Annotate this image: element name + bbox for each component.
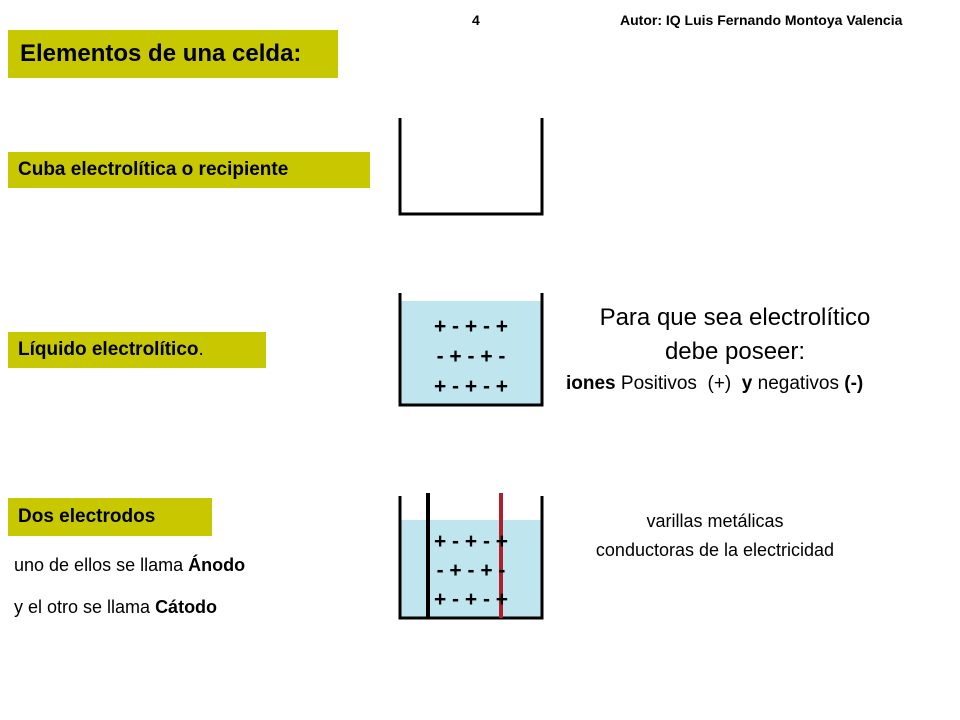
label-electrodos [8, 498, 212, 536]
ions-requirement [566, 373, 863, 395]
ions-word: iones [566, 373, 616, 394]
ion-signs-row-3: + - + - + [433, 375, 509, 398]
electrode-container-diagram [390, 488, 560, 623]
page-title-text: Elementos de una celda: [20, 40, 302, 67]
ions-positive-text: Positivos [615, 373, 708, 394]
ion-signs-row-3: + - + - + [433, 588, 509, 611]
anodo-name: Ánodo [188, 555, 246, 575]
ion-signs-row-1: + - + - + [433, 315, 509, 338]
catodo-line [14, 597, 217, 618]
container-outline [400, 118, 542, 214]
ions-and-word: y [731, 373, 753, 394]
empty-container-diagram [390, 110, 560, 225]
page-title [8, 30, 338, 78]
explanation-line-1: Para que sea electrolítico [599, 304, 871, 331]
ion-signs-row-1: + - + - + [433, 530, 509, 553]
label-cuba [8, 152, 370, 188]
anodo-prefix: uno de ellos se llama [14, 555, 189, 575]
electrode-desc-line-1: varillas metálicas [646, 511, 784, 531]
electrode-desc-line-2: conductoras de la electricidad [595, 540, 835, 560]
ion-signs-row-2: - + - + - [436, 345, 506, 368]
catodo-name: Cátodo [155, 597, 218, 617]
author-credit: Autor: IQ Luis Fernando Montoya Valencia [620, 12, 903, 28]
page-number: 4 [472, 12, 480, 28]
catodo-prefix: y el otro se llama [14, 597, 156, 617]
explanation-line-2: debe poseer: [664, 338, 806, 365]
label-cuba-text: Cuba electrolítica o recipiente [18, 159, 289, 180]
ion-signs-row-2: - + - + - [436, 559, 506, 582]
ions-minus-symbol: (-) [844, 373, 864, 394]
liquid-container-diagram [390, 285, 560, 415]
label-liquido-text: Líquido electrolítico [18, 339, 199, 360]
ions-negative-text: negativos [752, 373, 845, 394]
anodo-line [14, 555, 245, 576]
ions-plus-symbol: (+) [707, 373, 732, 394]
label-liquido-dot: . [198, 339, 204, 360]
label-electrodos-text: Dos electrodos [18, 506, 156, 527]
label-liquido [8, 332, 266, 368]
